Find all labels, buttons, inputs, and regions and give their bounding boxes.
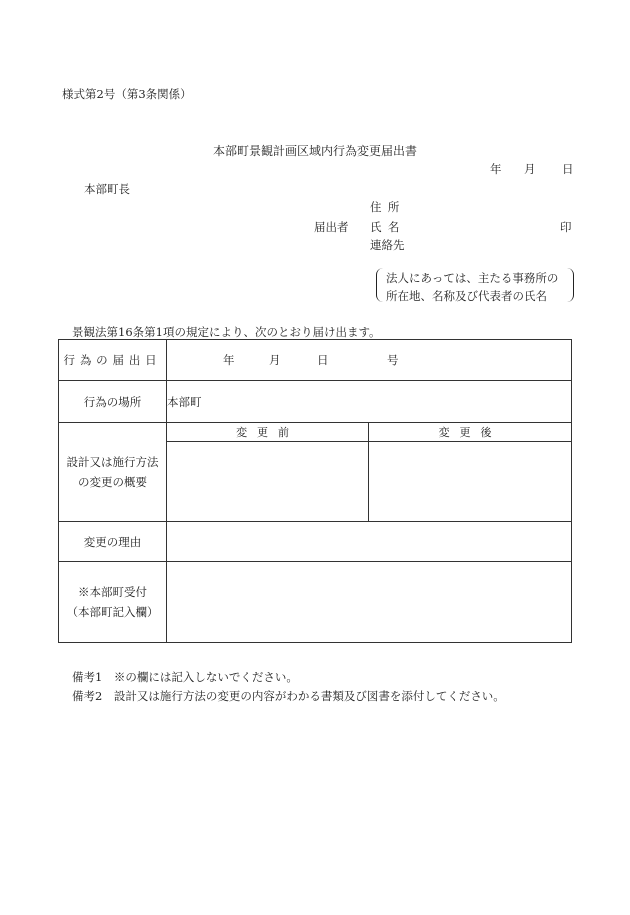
after-change-header: 変更後 bbox=[369, 423, 572, 442]
corporate-note-line2: 所在地、名称及び代表者の氏名 bbox=[386, 289, 547, 303]
seal-label: 印 bbox=[560, 220, 572, 234]
notification-year-label: 年 bbox=[223, 353, 235, 367]
reason-label: 変更の理由 bbox=[59, 522, 167, 562]
row-location bbox=[59, 381, 572, 423]
location-label: 行為の場所 bbox=[59, 381, 167, 423]
corporate-note-line1: 法人にあっては、主たる事務所の bbox=[386, 271, 559, 285]
date-day-label: 日 bbox=[562, 162, 574, 176]
addressee: 本部町長 bbox=[84, 182, 130, 196]
notification-date-field[interactable] bbox=[167, 340, 572, 381]
row-receipt bbox=[59, 562, 572, 643]
note-1: 備考1 ※の欄には記入しないでください。 bbox=[72, 670, 298, 684]
document-title: 本部町景観計画区域内行為変更届出書 bbox=[212, 144, 417, 158]
form-number: 様式第2号（第3条関係） bbox=[62, 87, 192, 101]
after-change-field[interactable] bbox=[369, 442, 572, 522]
applicant-label: 届出者 bbox=[314, 220, 349, 234]
reason-field[interactable] bbox=[167, 522, 572, 562]
receipt-label-line2: （本部町記入欄） bbox=[66, 605, 159, 619]
location-field[interactable]: 本部町 bbox=[167, 381, 572, 423]
date-month-label: 月 bbox=[524, 162, 536, 176]
receipt-label-line1: ※本部町受付 bbox=[78, 585, 147, 599]
address-label: 住所 bbox=[370, 200, 406, 214]
note-2: 備考2 設計又は施行方法の変更の内容がわかる書類及び図書を添付してください。 bbox=[72, 689, 505, 703]
before-change-field[interactable] bbox=[167, 442, 369, 522]
notification-number-label: 号 bbox=[387, 353, 399, 367]
before-change-header: 変更前 bbox=[167, 423, 369, 442]
row-notification-date bbox=[59, 340, 572, 381]
notification-date-label: 行為の届出日 bbox=[59, 340, 167, 381]
row-reason bbox=[59, 522, 572, 562]
intro-text: 景観法第16条第1項の規定により、次のとおり届け出ます。 bbox=[72, 325, 381, 339]
notification-day-label: 日 bbox=[317, 353, 329, 367]
name-label: 氏名 bbox=[370, 220, 406, 234]
change-summary-label-line2: の変更の概要 bbox=[78, 475, 147, 489]
receipt-label bbox=[59, 562, 167, 643]
change-summary-label bbox=[59, 423, 167, 522]
notification-table bbox=[58, 339, 572, 643]
date-year-label: 年 bbox=[490, 162, 502, 176]
notification-month-label: 月 bbox=[269, 353, 281, 367]
change-summary-label-line1: 設計又は施行方法 bbox=[66, 455, 159, 469]
receipt-field bbox=[167, 562, 572, 643]
contact-label: 連絡先 bbox=[370, 238, 405, 252]
row-change-summary-header bbox=[59, 423, 572, 442]
